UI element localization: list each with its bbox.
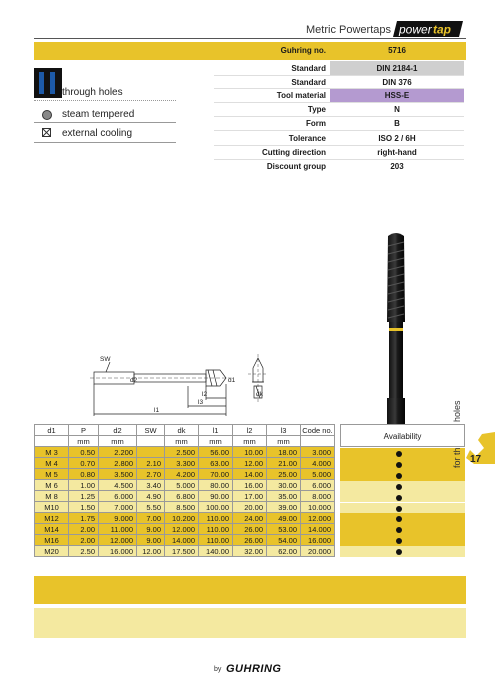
spec-divider — [214, 159, 464, 160]
table-cell: 9.00 — [137, 524, 165, 535]
table-cell: 0.50 — [69, 447, 99, 458]
table-cell: 4.500 — [99, 480, 137, 491]
tap-tool-image — [372, 230, 420, 430]
spec-head-value: 5716 — [388, 46, 406, 55]
table-cell: 26.00 — [233, 524, 267, 535]
table-cell: 25.00 — [267, 469, 301, 480]
legend-through-holes: through holes — [62, 87, 123, 98]
label-l3: l3 — [198, 399, 204, 406]
table-header-cell: mm — [99, 436, 137, 447]
table-cell: 5.000 — [301, 469, 335, 480]
table-row — [35, 502, 335, 513]
table-cell: 10.00 — [233, 447, 267, 458]
table-cell: 10.200 — [165, 513, 199, 524]
table-cell: 16.00 — [233, 480, 267, 491]
availability-cell — [340, 459, 465, 470]
table-cell: 4.200 — [165, 469, 199, 480]
table-cell: 4.000 — [301, 458, 335, 469]
label-d2: d2 — [130, 377, 138, 384]
table-cell: M16 — [35, 535, 69, 546]
legend-divider — [34, 142, 176, 143]
spec-value-standard-2: DIN 376 — [382, 78, 412, 87]
availability-dot — [396, 538, 402, 544]
table-cell: 62.00 — [267, 546, 301, 557]
table-header-cell: dk — [165, 425, 199, 436]
availability-dot — [396, 527, 402, 533]
table-cell: 16.000 — [99, 546, 137, 557]
table-row — [35, 524, 335, 535]
availability-dot — [396, 462, 402, 468]
table-header-cell: l1 — [199, 425, 233, 436]
availability-cell — [340, 513, 465, 524]
spec-value-type: N — [394, 105, 400, 114]
spec-divider — [214, 88, 464, 89]
spec-value-discount-group: 203 — [390, 162, 404, 171]
table-cell: 54.00 — [267, 535, 301, 546]
label-sw: SW — [100, 356, 111, 363]
spec-head-label: Guhring no. — [280, 46, 326, 55]
table-cell: 9.000 — [99, 513, 137, 524]
table-row — [35, 535, 335, 546]
table-cell: 49.00 — [267, 513, 301, 524]
table-cell: 2.00 — [69, 535, 99, 546]
table-cell: 1.75 — [69, 513, 99, 524]
table-cell: 63.00 — [199, 458, 233, 469]
spec-divider — [214, 145, 464, 146]
table-cell: 20.00 — [233, 502, 267, 513]
table-cell: 140.00 — [199, 546, 233, 557]
label-l1: l1 — [154, 407, 160, 414]
table-row — [35, 513, 335, 524]
availability-dot — [396, 506, 402, 512]
table-cell: 2.10 — [137, 458, 165, 469]
table-row — [35, 480, 335, 491]
spec-label-standard-1: Standard — [291, 64, 326, 73]
table-cell: 32.00 — [233, 546, 267, 557]
table-cell: 26.00 — [233, 535, 267, 546]
spec-label-type: Type — [307, 105, 326, 114]
table-cell: M20 — [35, 546, 69, 557]
spec-value-cutting-direction: right-hand — [377, 148, 417, 157]
table-row — [35, 447, 335, 458]
table-cell: 20.000 — [301, 546, 335, 557]
footer-by: by — [214, 666, 222, 673]
table-cell: 14.000 — [301, 524, 335, 535]
table-cell: 12.000 — [301, 513, 335, 524]
availability-cell — [340, 481, 465, 492]
spec-divider — [214, 102, 464, 103]
table-header-cell: mm — [165, 436, 199, 447]
table-cell: 110.00 — [199, 524, 233, 535]
spec-label-tool-material: Tool material — [276, 91, 326, 100]
powertap-logo — [393, 21, 463, 37]
table-cell: 3.500 — [99, 469, 137, 480]
table-header-cell: P — [69, 425, 99, 436]
blank-band — [34, 576, 466, 604]
table-cell: 11.000 — [99, 524, 137, 535]
table-row — [35, 491, 335, 502]
table-cell: 4.90 — [137, 491, 165, 502]
table-cell: 14.000 — [165, 535, 199, 546]
availability-dot — [396, 495, 402, 501]
logo-text-tap: tap — [433, 22, 451, 37]
table-cell: 2.800 — [99, 458, 137, 469]
table-header-cell: mm — [233, 436, 267, 447]
table-cell: 2.50 — [69, 546, 99, 557]
legend-steam-tempered: steam tempered — [62, 109, 135, 120]
page-number: 17 — [470, 454, 482, 465]
table-header-cell: mm — [199, 436, 233, 447]
table-cell: 2.00 — [69, 524, 99, 535]
table-header-cell — [137, 436, 165, 447]
availability-dot — [396, 516, 402, 522]
steam-tempered-icon — [42, 110, 52, 120]
table-cell: 10.000 — [301, 502, 335, 513]
availability-cell — [340, 448, 465, 459]
table-cell: 8.000 — [301, 491, 335, 502]
guhring-logo: GUHRING — [226, 663, 282, 675]
label-l2: l2 — [202, 391, 208, 398]
table-cell: M14 — [35, 524, 69, 535]
page-header-title: Metric Powertaps — [306, 24, 391, 36]
table-header-cell — [35, 436, 69, 447]
table-cell: 24.00 — [233, 513, 267, 524]
dimension-drawing — [88, 352, 288, 424]
table-row — [35, 469, 335, 480]
logo-text-power: power — [399, 22, 432, 37]
spec-divider — [214, 75, 464, 76]
spec-label-cutting-direction: Cutting direction — [262, 148, 326, 157]
table-cell: 110.00 — [199, 535, 233, 546]
availability-dot — [396, 473, 402, 479]
table-cell: 110.00 — [199, 513, 233, 524]
spec-value-standard-1: DIN 2184-1 — [376, 64, 418, 73]
legend-divider — [34, 100, 176, 101]
table-header-cell: mm — [69, 436, 99, 447]
table-cell: 39.00 — [267, 502, 301, 513]
table-header-cell: d2 — [99, 425, 137, 436]
label-dk: dk — [256, 391, 263, 398]
table-cell: 3.300 — [165, 458, 199, 469]
legend-divider — [34, 122, 176, 123]
availability-dot — [396, 451, 402, 457]
spec-label-tolerance: Tolerance — [288, 134, 326, 143]
spec-label-form: Form — [306, 119, 326, 128]
table-cell: 80.00 — [199, 480, 233, 491]
availability-cell — [340, 546, 465, 557]
table-cell: 7.000 — [99, 502, 137, 513]
availability-cell — [340, 503, 465, 514]
table-cell: 56.00 — [199, 447, 233, 458]
through-holes-icon-stripe — [50, 72, 55, 94]
table-cell: 2.500 — [165, 447, 199, 458]
table-cell: M12 — [35, 513, 69, 524]
table-cell: M 6 — [35, 480, 69, 491]
table-header-cell — [301, 436, 335, 447]
availability-cell — [340, 470, 465, 481]
table-cell: 21.00 — [267, 458, 301, 469]
spec-value-form: B — [394, 119, 400, 128]
table-cell: 17.500 — [165, 546, 199, 557]
table-row — [35, 546, 335, 557]
table-cell: M 4 — [35, 458, 69, 469]
table-header-cell: l2 — [233, 425, 267, 436]
spec-value-tool-material: HSS-E — [384, 91, 410, 100]
table-header-cell: mm — [267, 436, 301, 447]
table-cell: 5.000 — [165, 480, 199, 491]
legend-external-cooling: external cooling — [62, 128, 133, 139]
table-cell: 53.00 — [267, 524, 301, 535]
table-cell: 2.70 — [137, 469, 165, 480]
table-cell: 12.000 — [165, 524, 199, 535]
spec-value-tolerance: ISO 2 / 6H — [378, 134, 416, 143]
table-cell: 35.00 — [267, 491, 301, 502]
table-cell: 8.500 — [165, 502, 199, 513]
table-cell: 9.00 — [137, 535, 165, 546]
table-cell: 2.200 — [99, 447, 137, 458]
table-cell — [137, 447, 165, 458]
table-header-cell: Code no. — [302, 425, 333, 435]
spec-divider — [214, 130, 464, 131]
availability-cell — [340, 492, 465, 503]
through-holes-icon-stripe — [39, 72, 44, 94]
table-header-row — [35, 436, 335, 447]
table-cell: 1.00 — [69, 480, 99, 491]
table-cell: M 3 — [35, 447, 69, 458]
table-cell: M 8 — [35, 491, 69, 502]
table-cell: 3.40 — [137, 480, 165, 491]
table-header-row — [35, 425, 335, 436]
table-cell: 0.70 — [69, 458, 99, 469]
external-cooling-icon — [42, 128, 51, 137]
table-cell: 1.25 — [69, 491, 99, 502]
table-header-cell: l3 — [267, 425, 301, 436]
table-cell: M10 — [35, 502, 69, 513]
availability-cell — [340, 524, 465, 535]
table-header-cell: d1 — [35, 425, 69, 436]
table-cell: 12.00 — [233, 458, 267, 469]
table-cell: 17.00 — [233, 491, 267, 502]
table-cell: 1.50 — [69, 502, 99, 513]
table-cell: 18.00 — [267, 447, 301, 458]
availability-cell — [340, 535, 465, 546]
table-cell: 70.00 — [199, 469, 233, 480]
spec-label-discount-group: Discount group — [266, 162, 326, 171]
table-cell: 90.00 — [199, 491, 233, 502]
table-cell: 6.000 — [99, 491, 137, 502]
table-cell: 14.00 — [233, 469, 267, 480]
table-cell: 30.00 — [267, 480, 301, 491]
table-cell: 5.50 — [137, 502, 165, 513]
header-rule — [34, 38, 466, 39]
table-cell: 16.000 — [301, 535, 335, 546]
table-cell: M 5 — [35, 469, 69, 480]
table-header-cell: SW — [137, 425, 165, 436]
blank-band — [34, 608, 466, 638]
table-cell: 6.800 — [165, 491, 199, 502]
size-table — [34, 424, 335, 557]
spec-label-standard-2: Standard — [291, 78, 326, 87]
availability-dot — [396, 549, 402, 555]
table-row — [35, 458, 335, 469]
table-cell: 12.00 — [137, 546, 165, 557]
availability-header: Availability — [340, 424, 465, 447]
table-cell: 6.000 — [301, 480, 335, 491]
table-cell: 100.00 — [199, 502, 233, 513]
table-cell: 7.00 — [137, 513, 165, 524]
table-cell: 12.000 — [99, 535, 137, 546]
label-d1: d1 — [228, 377, 236, 384]
spec-divider — [214, 116, 464, 117]
availability-dot — [396, 484, 402, 490]
table-cell: 0.80 — [69, 469, 99, 480]
table-cell: 3.000 — [301, 447, 335, 458]
